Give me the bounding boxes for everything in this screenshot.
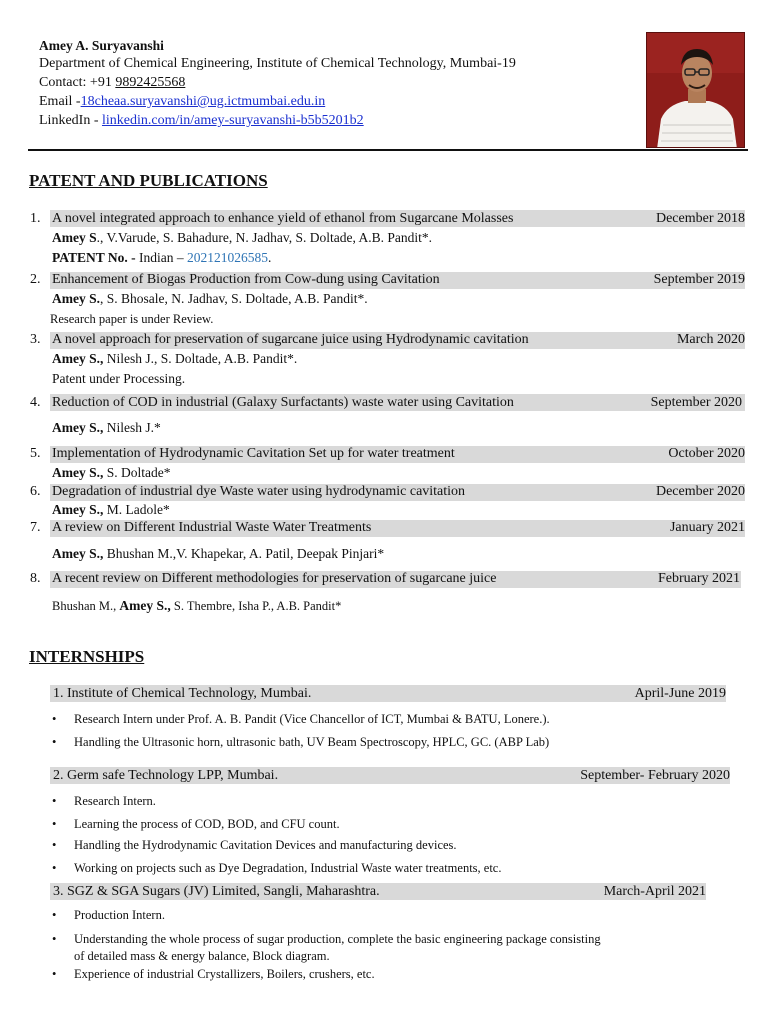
email-label: Email - <box>39 94 81 109</box>
pub-7-date: January 2021 <box>669 520 745 535</box>
pub-4-lead-author: Amey S., <box>52 420 104 435</box>
pub-2-date: September 2019 <box>653 272 745 287</box>
phone-number[interactable]: 9892425568 <box>115 75 186 90</box>
contact-header <box>39 38 516 130</box>
internship-3-bullet-1-text: Production Intern. <box>74 908 165 922</box>
publications-title: PATENT AND PUBLICATIONS <box>29 171 268 190</box>
bullet-dot: • <box>52 908 57 922</box>
internship-2-bullet-3-text: Handling the Hydrodynamic Cavitation Devices and manufacturing devices. <box>74 838 457 852</box>
pub-3-lead-author: Amey S., <box>52 351 104 366</box>
internship-3-bullet-3-text: Experience of industrial Crystallizers, Boilers, crushers, etc. <box>74 967 375 981</box>
pub-1-patent-country: Indian – <box>139 250 188 265</box>
pub-8-title: A recent review on Different methodologies for preservation of sugarcane juice <box>52 571 497 586</box>
header-divider <box>28 149 748 151</box>
pub-5-lead-author: Amey S., <box>52 465 104 480</box>
pub-4-date: September 2020 <box>650 395 742 410</box>
internship-1-bullet-1 <box>52 712 550 727</box>
internship-2-bullet-1 <box>52 794 156 809</box>
bullet-dot: • <box>52 817 57 831</box>
internship-2-bullet-1-text: Research Intern. <box>74 794 156 808</box>
pub-3-date: March 2020 <box>676 332 745 347</box>
pub-5-number: 5. <box>30 446 41 461</box>
pub-6-number: 6. <box>30 484 41 499</box>
bullet-dot: • <box>52 861 57 875</box>
pub-5-coauthors: S. Doltade* <box>103 465 171 480</box>
bullet-dot: • <box>52 794 57 808</box>
pub-6-date: December 2020 <box>655 484 745 499</box>
internship-1-title: 1. Institute of Chemical Technology, Mumbai. <box>53 686 312 701</box>
internship-2-title: 2. Germ safe Technology LPP, Mumbai. <box>53 768 279 783</box>
internship-1-bullet-1-text: Research Intern under Prof. A. B. Pandit (Vice Chancellor of ICT, Mumbai & BATU, Lonere.). <box>74 712 550 726</box>
department: Department of Chemical Engineering, Institute of Chemical Technology, Mumbai-19 <box>39 56 516 71</box>
profile-photo-figure <box>647 33 745 148</box>
pub-5-authors <box>52 465 171 481</box>
pub-6-coauthors: M. Ladole* <box>103 502 170 517</box>
linkedin-label: LinkedIn - <box>39 113 102 128</box>
pub-1-coauthors: ., V.Varude, S. Bahadure, N. Jadhav, S. Doltade, A.B. Pandit*. <box>96 230 432 245</box>
pub-4-authors <box>52 420 161 436</box>
internship-1-bullet-2 <box>52 735 550 750</box>
internship-2-bullet-3 <box>52 838 457 853</box>
internship-3-bullet-2-cont-text: of detailed mass & energy balance, Block diagram. <box>74 949 330 963</box>
pub-7-number: 7. <box>30 520 41 535</box>
pub-8-date: February 2021 <box>657 571 740 586</box>
internship-2-bullet-2 <box>52 817 340 832</box>
internship-3-bullet-3 <box>52 967 375 982</box>
pub-2-number: 2. <box>30 272 41 287</box>
email-line <box>39 92 516 111</box>
bullet-dot: • <box>52 838 57 852</box>
pub-1-number: 1. <box>30 211 41 226</box>
pub-6-lead-author: Amey S., <box>52 502 104 517</box>
pub-1-patent-end: . <box>268 250 272 265</box>
pub-8-first-author: Bhushan M., <box>52 599 120 613</box>
contact-line <box>39 73 516 92</box>
pub-5-date: October 2020 <box>668 446 745 461</box>
internship-3-bullet-1 <box>52 908 165 923</box>
internship-3-date: March-April 2021 <box>603 884 706 899</box>
pub-1-date: December 2018 <box>655 211 745 226</box>
bullet-dot: • <box>52 712 57 726</box>
pub-7-title: A review on Different Industrial Waste Water Treatments <box>52 520 372 535</box>
email-link[interactable]: 18cheaa.suryavanshi@ug.ictmumbai.edu.in <box>80 94 326 109</box>
bullet-dot: • <box>52 735 57 749</box>
pub-7-lead-author: Amey S., <box>52 546 104 561</box>
pub-1-title: A novel integrated approach to enhance yield of ethanol from Sugarcane Molasses <box>52 211 514 226</box>
linkedin-link[interactable]: linkedin.com/in/amey-suryavanshi-b5b5201b2 <box>101 113 364 128</box>
internship-1-bullet-2-text: Handling the Ultrasonic horn, ultrasonic bath, UV Beam Spectroscopy, HPLC, GC. (ABP Lab) <box>74 735 550 749</box>
pub-7-coauthors: Bhushan M.,V. Khapekar, A. Patil, Deepak Pinjari* <box>103 546 385 561</box>
internship-1-date: April-June 2019 <box>634 686 726 701</box>
internship-3-bullet-2 <box>52 932 601 947</box>
pub-3-note: Patent under Processing. <box>52 371 186 386</box>
internship-3-bullet-2-text: Understanding the whole process of sugar production, complete the basic engineering package consisting <box>74 932 601 946</box>
pub-4-title: Reduction of COD in industrial (Galaxy Surfactants) waste water using Cavitation <box>52 395 514 410</box>
pub-8-number: 8. <box>30 571 41 586</box>
contact-label: Contact: +91 <box>39 75 116 90</box>
pub-8-coauthors: S. Thembre, Isha P., A.B. Pandit* <box>170 599 342 613</box>
pub-1-authors <box>52 230 432 246</box>
bullet-dot: • <box>52 967 57 981</box>
pub-1-lead-author: Amey S <box>52 230 97 245</box>
profile-photo <box>646 32 745 148</box>
linkedin-line <box>39 111 516 130</box>
pub-4-coauthors: Nilesh J.* <box>103 420 161 435</box>
pub-2-note: Research paper is under Review. <box>50 312 214 326</box>
internship-2-bullet-4 <box>52 861 502 876</box>
pub-2-coauthors: , S. Bhosale, N. Jadhav, S. Doltade, A.B. Pandit*. <box>100 291 368 306</box>
pub-3-coauthors: Nilesh J., S. Doltade, A.B. Pandit*. <box>103 351 298 366</box>
internship-2-bullet-2-text: Learning the process of COD, BOD, and CFU count. <box>74 817 340 831</box>
pub-5-title: Implementation of Hydrodynamic Cavitation Set up for water treatment <box>52 446 455 461</box>
pub-6-authors <box>52 502 170 518</box>
pub-1-patent-number[interactable]: 202121026585 <box>187 250 269 265</box>
pub-3-title: A novel approach for preservation of sugarcane juice using Hydrodynamic cavitation <box>52 332 529 347</box>
bullet-dot: • <box>52 932 57 946</box>
candidate-name: Amey A. Suryavanshi <box>39 38 164 53</box>
pub-1-patent-label: PATENT No. - <box>52 250 140 265</box>
internship-2-bullet-4-text: Working on projects such as Dye Degradation, Industrial Waste water treatments, etc. <box>74 861 502 875</box>
pub-7-authors <box>52 546 384 562</box>
pub-2-title: Enhancement of Biogas Production from Cow-dung using Cavitation <box>52 272 440 287</box>
internships-title: INTERNSHIPS <box>29 647 145 666</box>
internship-3-title: 3. SGZ & SGA Sugars (JV) Limited, Sangli, Maharashtra. <box>53 884 380 899</box>
pub-8-lead-author: Amey S., <box>119 598 171 613</box>
internship-3-bullet-2-cont <box>74 949 330 964</box>
pub-3-authors <box>52 351 297 367</box>
pub-4-number: 4. <box>30 395 41 410</box>
pub-2-authors <box>52 291 368 307</box>
pub-2-lead-author: Amey S. <box>52 291 100 306</box>
pub-8-authors <box>52 598 341 614</box>
pub-6-title: Degradation of industrial dye Waste water using hydrodynamic cavitation <box>52 484 466 499</box>
internship-2-date: September- February 2020 <box>580 768 730 783</box>
pub-1-patent <box>52 250 271 266</box>
pub-3-number: 3. <box>30 332 41 347</box>
